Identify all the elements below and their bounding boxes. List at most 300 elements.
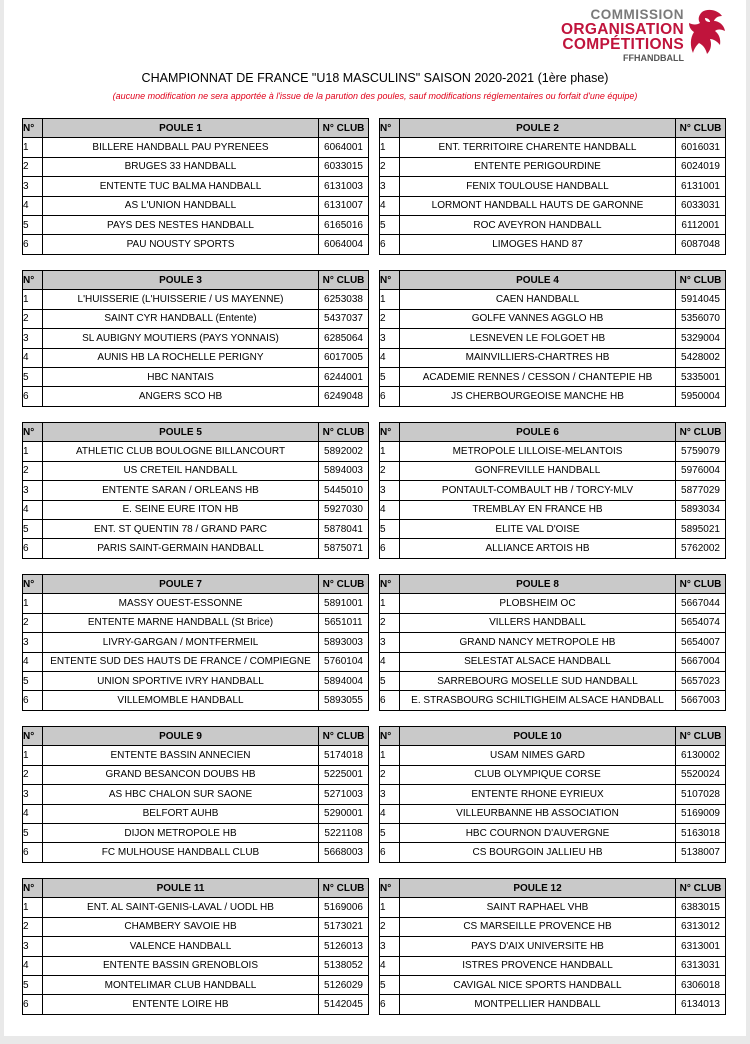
club-name: ENT. TERRITOIRE CHARENTE HANDBALL [400, 138, 676, 157]
poule-header-row [23, 727, 369, 746]
header-club-number: N° CLUB [319, 879, 369, 898]
row-number: 6 [23, 235, 43, 254]
club-name: PONTAULT-COMBAULT HB / TORCY-MLV [400, 481, 676, 500]
row-number: 1 [23, 898, 43, 917]
header-club-number: N° CLUB [676, 727, 726, 746]
table-row [380, 387, 726, 406]
club-number: 5894004 [319, 671, 369, 690]
club-number: 5760104 [319, 652, 369, 671]
table-row [380, 215, 726, 234]
poule-header-row [23, 879, 369, 898]
table-row [380, 633, 726, 652]
poule-title: POULE 3 [43, 271, 319, 290]
poule-header-row [380, 271, 726, 290]
poule-header-row [23, 423, 369, 442]
table-row [380, 898, 726, 917]
header-club-number: N° CLUB [319, 575, 369, 594]
club-number: 5290001 [319, 804, 369, 823]
club-name: PAYS D'AIX UNIVERSITE HB [400, 937, 676, 956]
table-row [23, 177, 369, 196]
row-number: 4 [23, 348, 43, 367]
club-name: LIMOGES HAND 87 [400, 235, 676, 254]
club-number: 5173021 [319, 917, 369, 936]
club-name: ACADEMIE RENNES / CESSON / CHANTEPIE HB [400, 367, 676, 386]
row-number: 4 [380, 500, 400, 519]
table-row [380, 138, 726, 157]
club-name: AUNIS HB LA ROCHELLE PERIGNY [43, 348, 319, 367]
header-club-number: N° CLUB [319, 423, 369, 442]
club-number: 6313001 [676, 937, 726, 956]
row-number: 1 [380, 442, 400, 461]
row-number: 1 [380, 746, 400, 765]
table-row [23, 995, 369, 1014]
poule-title: POULE 6 [400, 423, 676, 442]
header-no: N° [23, 119, 43, 138]
poule-table [22, 270, 369, 407]
table-row [23, 975, 369, 994]
poule-title: POULE 2 [400, 119, 676, 138]
header-club-number: N° CLUB [676, 271, 726, 290]
club-number: 6064004 [319, 235, 369, 254]
table-row [23, 329, 369, 348]
club-number: 6130002 [676, 746, 726, 765]
row-number: 3 [380, 633, 400, 652]
club-number: 6244001 [319, 367, 369, 386]
club-number: 6112001 [676, 215, 726, 234]
table-row [380, 843, 726, 862]
row-number: 4 [380, 804, 400, 823]
row-number: 1 [23, 594, 43, 613]
table-row [380, 691, 726, 710]
row-number: 4 [23, 500, 43, 519]
table-row [380, 804, 726, 823]
row-number: 4 [23, 956, 43, 975]
club-number: 5893055 [319, 691, 369, 710]
row-number: 5 [23, 975, 43, 994]
club-number: 6131003 [319, 177, 369, 196]
table-row [23, 652, 369, 671]
poule-header-row [23, 271, 369, 290]
header-club-number: N° CLUB [319, 271, 369, 290]
table-row [380, 652, 726, 671]
club-name: ENTENTE SUD DES HAUTS DE FRANCE / COMPIEGNE [43, 652, 319, 671]
club-name: ENTENTE TUC BALMA HANDBALL [43, 177, 319, 196]
poule-table [379, 270, 726, 407]
club-name: LESNEVEN LE FOLGOET HB [400, 329, 676, 348]
club-number: 6064001 [319, 138, 369, 157]
club-number: 5894003 [319, 461, 369, 480]
row-number: 5 [380, 671, 400, 690]
table-row [380, 442, 726, 461]
club-number: 6249048 [319, 387, 369, 406]
club-name: CAVIGAL NICE SPORTS HANDBALL [400, 975, 676, 994]
table-row [23, 765, 369, 784]
club-number: 6087048 [676, 235, 726, 254]
header-no: N° [23, 271, 43, 290]
club-number: 5142045 [319, 995, 369, 1014]
club-number: 5107028 [676, 785, 726, 804]
club-number: 5657023 [676, 671, 726, 690]
club-number: 6313031 [676, 956, 726, 975]
club-number: 6131007 [319, 196, 369, 215]
club-number: 5651011 [319, 613, 369, 632]
club-name: CS MARSEILLE PROVENCE HB [400, 917, 676, 936]
club-name: GONFREVILLE HANDBALL [400, 461, 676, 480]
club-name: ENTENTE PERIGOURDINE [400, 157, 676, 176]
club-number: 5892002 [319, 442, 369, 461]
club-number: 5668003 [319, 843, 369, 862]
club-name: ISTRES PROVENCE HANDBALL [400, 956, 676, 975]
club-name: AS HBC CHALON SUR SAONE [43, 785, 319, 804]
poule-title: POULE 11 [43, 879, 319, 898]
row-number: 2 [23, 917, 43, 936]
club-name: ENTENTE MARNE HANDBALL (St Brice) [43, 613, 319, 632]
poule-header-row [380, 423, 726, 442]
poule-title: POULE 1 [43, 119, 319, 138]
row-number: 6 [380, 691, 400, 710]
club-name: ATHLETIC CLUB BOULOGNE BILLANCOURT [43, 442, 319, 461]
row-number: 5 [23, 367, 43, 386]
club-number: 5762002 [676, 539, 726, 558]
row-number: 1 [380, 290, 400, 309]
club-number: 5914045 [676, 290, 726, 309]
logo-line-3: COMPÉTITIONS [562, 36, 684, 53]
club-name: ENTENTE BASSIN ANNECIEN [43, 746, 319, 765]
table-row [23, 290, 369, 309]
club-number: 5169009 [676, 804, 726, 823]
row-number: 2 [23, 765, 43, 784]
club-number: 5927030 [319, 500, 369, 519]
poule-table [22, 422, 369, 559]
poule-table [379, 574, 726, 711]
club-number: 5891001 [319, 594, 369, 613]
header-no: N° [380, 423, 400, 442]
header-club-number: N° CLUB [676, 119, 726, 138]
club-name: BRUGES 33 HANDBALL [43, 157, 319, 176]
club-name: METROPOLE LILLOISE-MELANTOIS [400, 442, 676, 461]
table-row [380, 519, 726, 538]
club-number: 5437037 [319, 309, 369, 328]
table-row [23, 671, 369, 690]
club-number: 5138007 [676, 843, 726, 862]
club-number: 5169006 [319, 898, 369, 917]
club-number: 5893003 [319, 633, 369, 652]
club-number: 5356070 [676, 309, 726, 328]
club-name: VILLEMOMBLE HANDBALL [43, 691, 319, 710]
logo-line-2: ORGANISATION [560, 20, 684, 38]
table-row [380, 823, 726, 842]
club-number: 5221108 [319, 823, 369, 842]
club-name: MONTPELLIER HANDBALL [400, 995, 676, 1014]
table-row [23, 937, 369, 956]
club-number: 5875071 [319, 539, 369, 558]
row-number: 4 [380, 652, 400, 671]
club-number: 5445010 [319, 481, 369, 500]
row-number: 4 [380, 956, 400, 975]
row-number: 6 [380, 235, 400, 254]
club-number: 5225001 [319, 765, 369, 784]
club-name: JS CHERBOURGEOISE MANCHE HB [400, 387, 676, 406]
table-row [23, 157, 369, 176]
row-number: 5 [23, 671, 43, 690]
table-row [23, 613, 369, 632]
row-number: 5 [380, 215, 400, 234]
club-name: PARIS SAINT-GERMAIN HANDBALL [43, 539, 319, 558]
table-row [380, 309, 726, 328]
table-row [23, 785, 369, 804]
club-number: 6017005 [319, 348, 369, 367]
table-row [23, 367, 369, 386]
row-number: 6 [23, 843, 43, 862]
club-name: PLOBSHEIM OC [400, 594, 676, 613]
club-name: E. STRASBOURG SCHILTIGHEIM ALSACE HANDBALL [400, 691, 676, 710]
poule-table [379, 118, 726, 255]
row-number: 5 [380, 975, 400, 994]
header-club-number: N° CLUB [319, 119, 369, 138]
logo-text [561, 8, 684, 63]
table-row [380, 500, 726, 519]
row-number: 2 [380, 765, 400, 784]
club-number: 5893034 [676, 500, 726, 519]
table-row [380, 177, 726, 196]
row-number: 4 [380, 348, 400, 367]
row-number: 1 [23, 290, 43, 309]
table-row [380, 290, 726, 309]
club-number: 5126013 [319, 937, 369, 956]
header-no: N° [380, 727, 400, 746]
row-number: 1 [380, 594, 400, 613]
poule-title: POULE 7 [43, 575, 319, 594]
header-no: N° [23, 879, 43, 898]
club-name: TREMBLAY EN FRANCE HB [400, 500, 676, 519]
logo-line-1: COMMISSION [590, 7, 684, 22]
poule-table [379, 878, 726, 1015]
page-note: (aucune modification ne sera apportée à l'issue de la parution des poules, sauf modifications réglementaires ou forfait d'une équipe) [112, 91, 638, 101]
table-row [23, 309, 369, 328]
table-row [23, 215, 369, 234]
club-number: 6165016 [319, 215, 369, 234]
header-club-number: N° CLUB [676, 879, 726, 898]
row-number: 6 [23, 539, 43, 558]
poule-title: POULE 4 [400, 271, 676, 290]
club-name: PAYS DES NESTES HANDBALL [43, 215, 319, 234]
table-row [380, 367, 726, 386]
table-row [23, 387, 369, 406]
club-name: VILLERS HANDBALL [400, 613, 676, 632]
row-number: 6 [380, 995, 400, 1014]
row-number: 2 [23, 309, 43, 328]
club-number: 5667003 [676, 691, 726, 710]
club-name: CS BOURGOIN JALLIEU HB [400, 843, 676, 862]
club-name: USAM NIMES GARD [400, 746, 676, 765]
table-row [23, 917, 369, 936]
page-title: CHAMPIONNAT DE FRANCE "U18 MASCULINS" SAISON 2020-2021 (1ère phase) [141, 71, 609, 85]
club-number: 5126029 [319, 975, 369, 994]
poule-table [22, 574, 369, 711]
row-number: 6 [380, 843, 400, 862]
club-name: ANGERS SCO HB [43, 387, 319, 406]
table-row [380, 594, 726, 613]
club-name: CLUB OLYMPIQUE CORSE [400, 765, 676, 784]
club-name: ENTENTE LOIRE HB [43, 995, 319, 1014]
club-number: 6131001 [676, 177, 726, 196]
table-row [23, 481, 369, 500]
table-row [23, 519, 369, 538]
club-name: ELITE VAL D'OISE [400, 519, 676, 538]
club-name: MONTELIMAR CLUB HANDBALL [43, 975, 319, 994]
table-row [23, 539, 369, 558]
club-number: 5163018 [676, 823, 726, 842]
club-name: LORMONT HANDBALL HAUTS DE GARONNE [400, 196, 676, 215]
club-name: SAINT RAPHAEL VHB [400, 898, 676, 917]
row-number: 2 [23, 157, 43, 176]
row-number: 5 [380, 367, 400, 386]
table-row [380, 157, 726, 176]
table-row [380, 937, 726, 956]
row-number: 4 [23, 652, 43, 671]
club-name: MAINVILLIERS-CHARTRES HB [400, 348, 676, 367]
poule-title: POULE 9 [43, 727, 319, 746]
header-no: N° [380, 879, 400, 898]
row-number: 6 [380, 387, 400, 406]
row-number: 3 [23, 937, 43, 956]
row-number: 1 [23, 138, 43, 157]
table-row [380, 785, 726, 804]
poule-title: POULE 8 [400, 575, 676, 594]
club-number: 6016031 [676, 138, 726, 157]
club-name: BILLERE HANDBALL PAU PYRENEES [43, 138, 319, 157]
row-number: 3 [23, 785, 43, 804]
club-name: ENTENTE RHONE EYRIEUX [400, 785, 676, 804]
header-no: N° [23, 575, 43, 594]
row-number: 6 [380, 539, 400, 558]
table-row [23, 500, 369, 519]
row-number: 2 [23, 613, 43, 632]
row-number: 5 [380, 519, 400, 538]
club-number: 5654007 [676, 633, 726, 652]
club-name: MASSY OUEST-ESSONNE [43, 594, 319, 613]
header-no: N° [380, 271, 400, 290]
table-row [23, 691, 369, 710]
club-name: GRAND NANCY METROPOLE HB [400, 633, 676, 652]
row-number: 3 [380, 937, 400, 956]
club-name: AS L'UNION HANDBALL [43, 196, 319, 215]
row-number: 3 [380, 329, 400, 348]
header-club-number: N° CLUB [319, 727, 369, 746]
club-number: 5654074 [676, 613, 726, 632]
table-row [380, 329, 726, 348]
row-number: 1 [23, 746, 43, 765]
club-number: 6383015 [676, 898, 726, 917]
club-name: BELFORT AUHB [43, 804, 319, 823]
club-number: 5950004 [676, 387, 726, 406]
club-name: VALENCE HANDBALL [43, 937, 319, 956]
table-row [380, 956, 726, 975]
table-row [380, 746, 726, 765]
club-name: ENT. ST QUENTIN 78 / GRAND PARC [43, 519, 319, 538]
club-name: LIVRY-GARGAN / MONTFERMEIL [43, 633, 319, 652]
club-number: 5174018 [319, 746, 369, 765]
table-row [23, 746, 369, 765]
row-number: 3 [380, 481, 400, 500]
poule-title: POULE 12 [400, 879, 676, 898]
table-row [380, 348, 726, 367]
row-number: 3 [380, 177, 400, 196]
poule-header-row [380, 879, 726, 898]
club-name: ALLIANCE ARTOIS HB [400, 539, 676, 558]
row-number: 2 [380, 157, 400, 176]
club-number: 6253038 [319, 290, 369, 309]
row-number: 1 [23, 442, 43, 461]
club-number: 5877029 [676, 481, 726, 500]
document-page [4, 0, 746, 1036]
club-name: GRAND BESANCON DOUBS HB [43, 765, 319, 784]
club-name: L'HUISSERIE (L'HUISSERIE / US MAYENNE) [43, 290, 319, 309]
table-row [23, 594, 369, 613]
table-row [23, 138, 369, 157]
poule-table [22, 878, 369, 1015]
table-row [380, 539, 726, 558]
table-row [23, 442, 369, 461]
header-no: N° [380, 119, 400, 138]
table-row [380, 917, 726, 936]
row-number: 4 [380, 196, 400, 215]
header-club-number: N° CLUB [676, 423, 726, 442]
club-name: GOLFE VANNES AGGLO HB [400, 309, 676, 328]
club-number: 6306018 [676, 975, 726, 994]
row-number: 6 [23, 691, 43, 710]
club-number: 6033015 [319, 157, 369, 176]
row-number: 3 [23, 481, 43, 500]
club-name: SARREBOURG MOSELLE SUD HANDBALL [400, 671, 676, 690]
club-number: 5520024 [676, 765, 726, 784]
poule-title: POULE 5 [43, 423, 319, 442]
header-club-number: N° CLUB [676, 575, 726, 594]
poule-table [379, 726, 726, 863]
club-name: ROC AVEYRON HANDBALL [400, 215, 676, 234]
row-number: 5 [23, 519, 43, 538]
row-number: 5 [23, 215, 43, 234]
table-row [23, 461, 369, 480]
table-row [23, 823, 369, 842]
row-number: 2 [380, 461, 400, 480]
club-number: 5138052 [319, 956, 369, 975]
row-number: 1 [380, 138, 400, 157]
row-number: 3 [23, 633, 43, 652]
club-number: 5271003 [319, 785, 369, 804]
header-no: N° [380, 575, 400, 594]
poule-table [22, 118, 369, 255]
club-number: 5667044 [676, 594, 726, 613]
club-number: 5895021 [676, 519, 726, 538]
poule-table [22, 726, 369, 863]
club-name: HBC NANTAIS [43, 367, 319, 386]
commission-logo [561, 8, 728, 63]
row-number: 5 [23, 823, 43, 842]
club-number: 5329004 [676, 329, 726, 348]
club-name: SELESTAT ALSACE HANDBALL [400, 652, 676, 671]
club-number: 6024019 [676, 157, 726, 176]
club-number: 6313012 [676, 917, 726, 936]
row-number: 2 [380, 613, 400, 632]
table-row [23, 235, 369, 254]
club-number: 5428002 [676, 348, 726, 367]
club-name: PAU NOUSTY SPORTS [43, 235, 319, 254]
row-number: 6 [23, 995, 43, 1014]
club-name: CAEN HANDBALL [400, 290, 676, 309]
rooster-emblem-icon [688, 8, 728, 58]
club-name: SL AUBIGNY MOUTIERS (PAYS YONNAIS) [43, 329, 319, 348]
